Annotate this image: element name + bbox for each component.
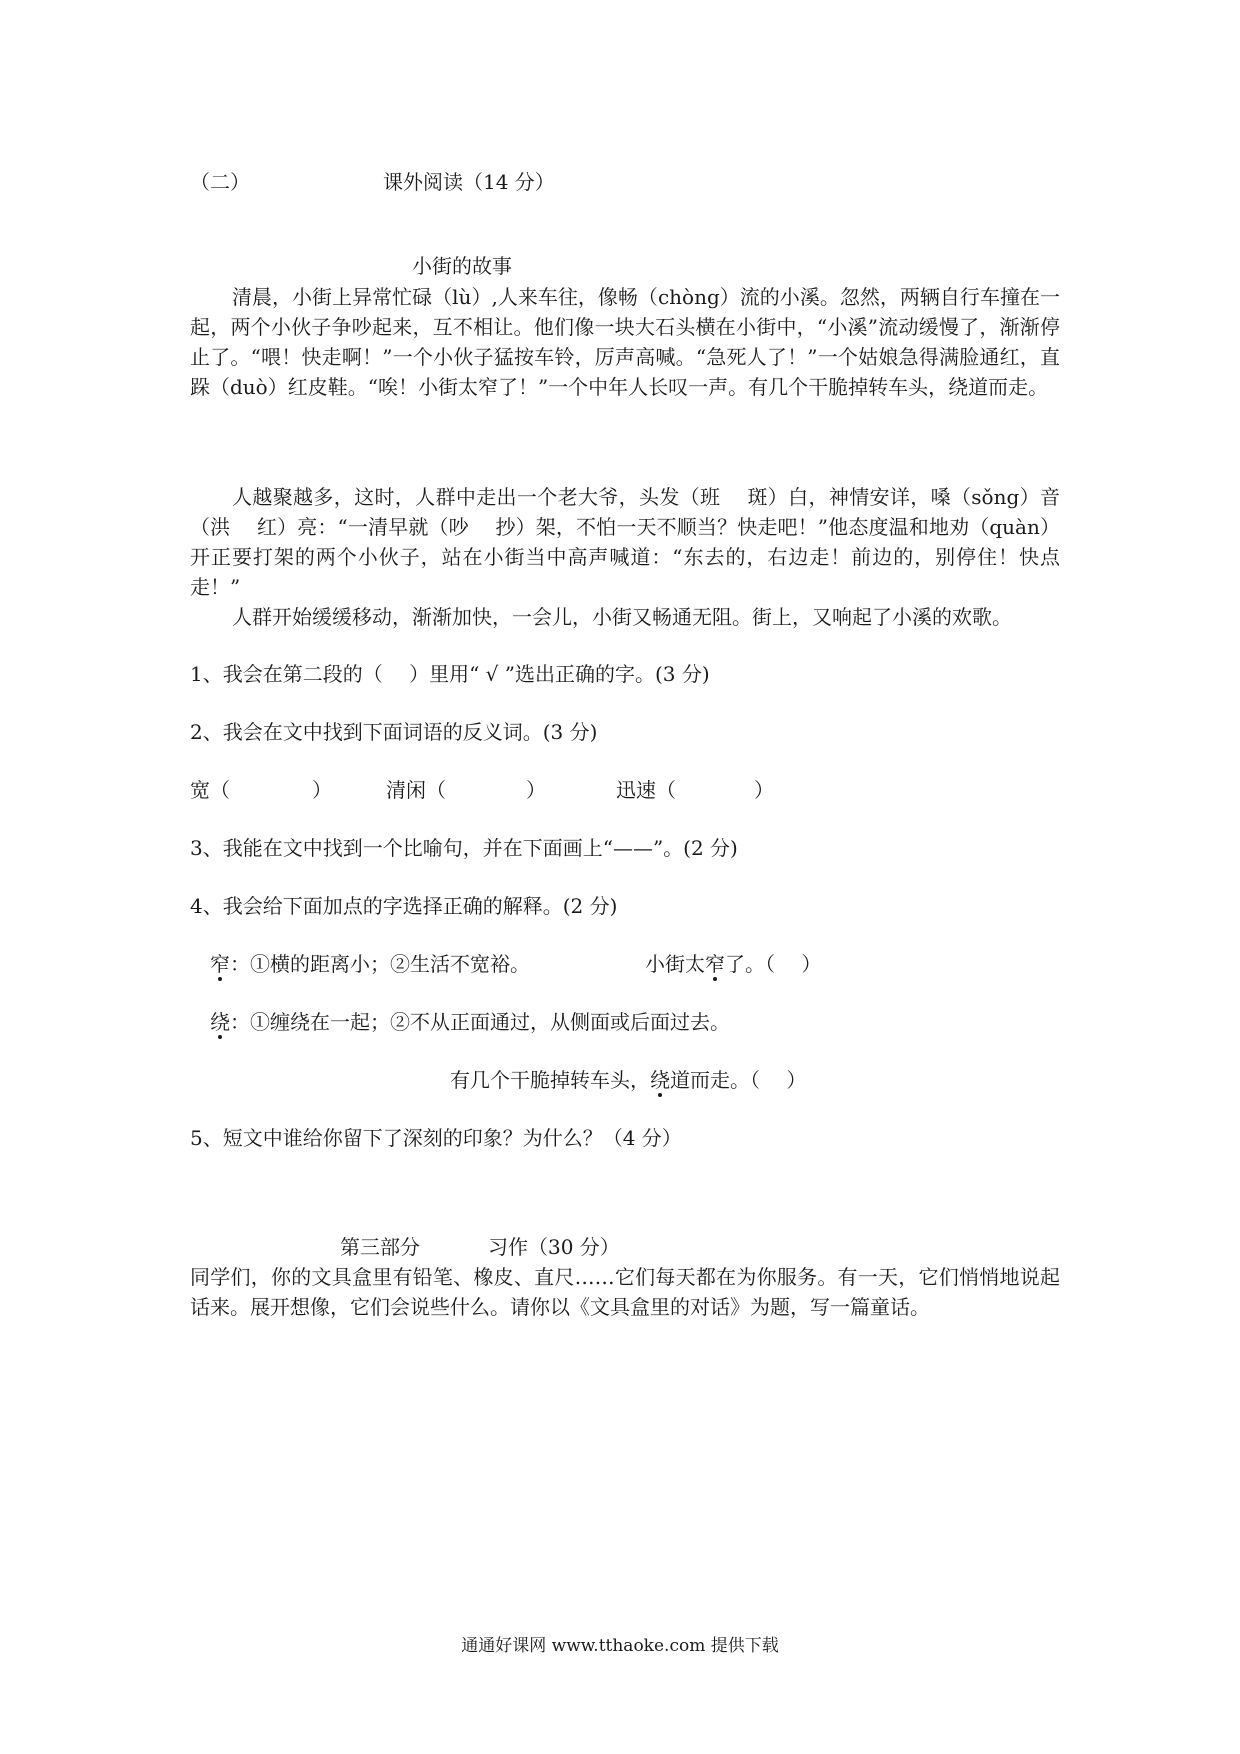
antonym-word-1: 宽（ — [190, 778, 230, 802]
dotted-char: 绕 — [210, 1010, 230, 1034]
dotted-char: 绕 — [650, 1068, 670, 1092]
question-2: 2、我会在文中找到下面词语的反义词。(3 分) — [190, 720, 598, 744]
section-title: 课外阅读（14 分） — [383, 170, 555, 194]
story-paragraph-1: 清晨，小街上异常忙碌（lù）,人来车往，像畅（chòng）流的小溪。忽然，两辆自行车撞在一起，两个小伙子争吵起来，互不相让。他们像一块大石头横在小街中，“小溪”流动缓慢了，渐渐停止了。“喂！快走啊！”一个小伙子猛按车铃，厉声高喊。“急死人了！”一个姑娘急得满脸通红，直跺（duò）红皮鞋。“唉！小街太窄了！”一个中年人长叹一声。有几个干脆掉转车头，绕道而走。 — [190, 285, 1060, 399]
definition-text: ：①缠绕在一起；②不从正面通过，从侧面或后面过去。 — [230, 1010, 730, 1034]
antonym-answer-row — [190, 775, 774, 805]
story-paragraph-2: 人越聚越多，这时，人群中走出一个老大爷，头发（班 斑）白，神情安详，嗓（sǒng）音（洪 红）亮：“一清早就（吵 抄）架，不怕一天不顺当？快走吧！”他态度温和地劝（quàn）开正要打架的两个小伙子，站在小街当中高声喊道：“东去的，右边走！前边的，别停住！快点走！” — [190, 485, 1060, 599]
question-4-item-2-sentence — [450, 1065, 806, 1095]
question-1: 1、我会在第二段的（ ）里用“ √ ”选出正确的字。(3 分) — [190, 662, 710, 686]
antonym-blank-1-close: ） — [312, 778, 332, 802]
question-4-item-1-sentence — [645, 949, 821, 979]
dotted-char: 窄 — [210, 952, 230, 976]
sentence-text: 小街太 — [645, 952, 705, 976]
sentence-text: 有几个干脆掉转车头， — [450, 1068, 650, 1092]
dotted-char: 窄 — [705, 952, 725, 976]
question-3: 3、我能在文中找到一个比喻句，并在下面画上“——”。(2 分) — [190, 836, 738, 860]
antonym-word-3: 迅速（ — [616, 778, 676, 802]
antonym-blank-2-close: ） — [526, 778, 546, 802]
story-paragraph-3: 人群开始缓缓移动，渐渐加快，一会儿，小街又畅通无阻。街上，又响起了小溪的欢歌。 — [232, 605, 1012, 629]
section-label: （二） — [190, 170, 250, 194]
question-4: 4、我会给下面加点的字选择正确的解释。(2 分) — [190, 894, 618, 918]
question-4-item-1 — [210, 949, 530, 979]
question-4-item-2 — [210, 1007, 730, 1037]
part3-heading: 第三部分 — [340, 1235, 420, 1259]
antonym-blank-3-close: ） — [754, 778, 774, 802]
definition-text: ：①横的距离小；②生活不宽裕。 — [230, 952, 530, 976]
sentence-text: 道而走。（ ） — [670, 1068, 807, 1092]
antonym-word-2: 清闲（ — [386, 778, 446, 802]
part3-body: 同学们，你的文具盒里有铅笔、橡皮、直尺……它们每天都在为你服务。有一天，它们悄悄地说起话来。展开想像，它们会说些什么。请你以《文具盒里的对话》为题，写一篇童话。 — [190, 1265, 1060, 1319]
sentence-text: 了。（ ） — [725, 952, 822, 976]
question-5: 5、短文中谁给你留下了深刻的印象？为什么？（4 分） — [190, 1126, 682, 1150]
story-title: 小街的故事 — [412, 254, 512, 278]
part3-title: 习作（30 分） — [488, 1235, 620, 1259]
footer-credit: 通通好课网 www.tthaoke.com 提供下载 — [461, 1636, 779, 1656]
